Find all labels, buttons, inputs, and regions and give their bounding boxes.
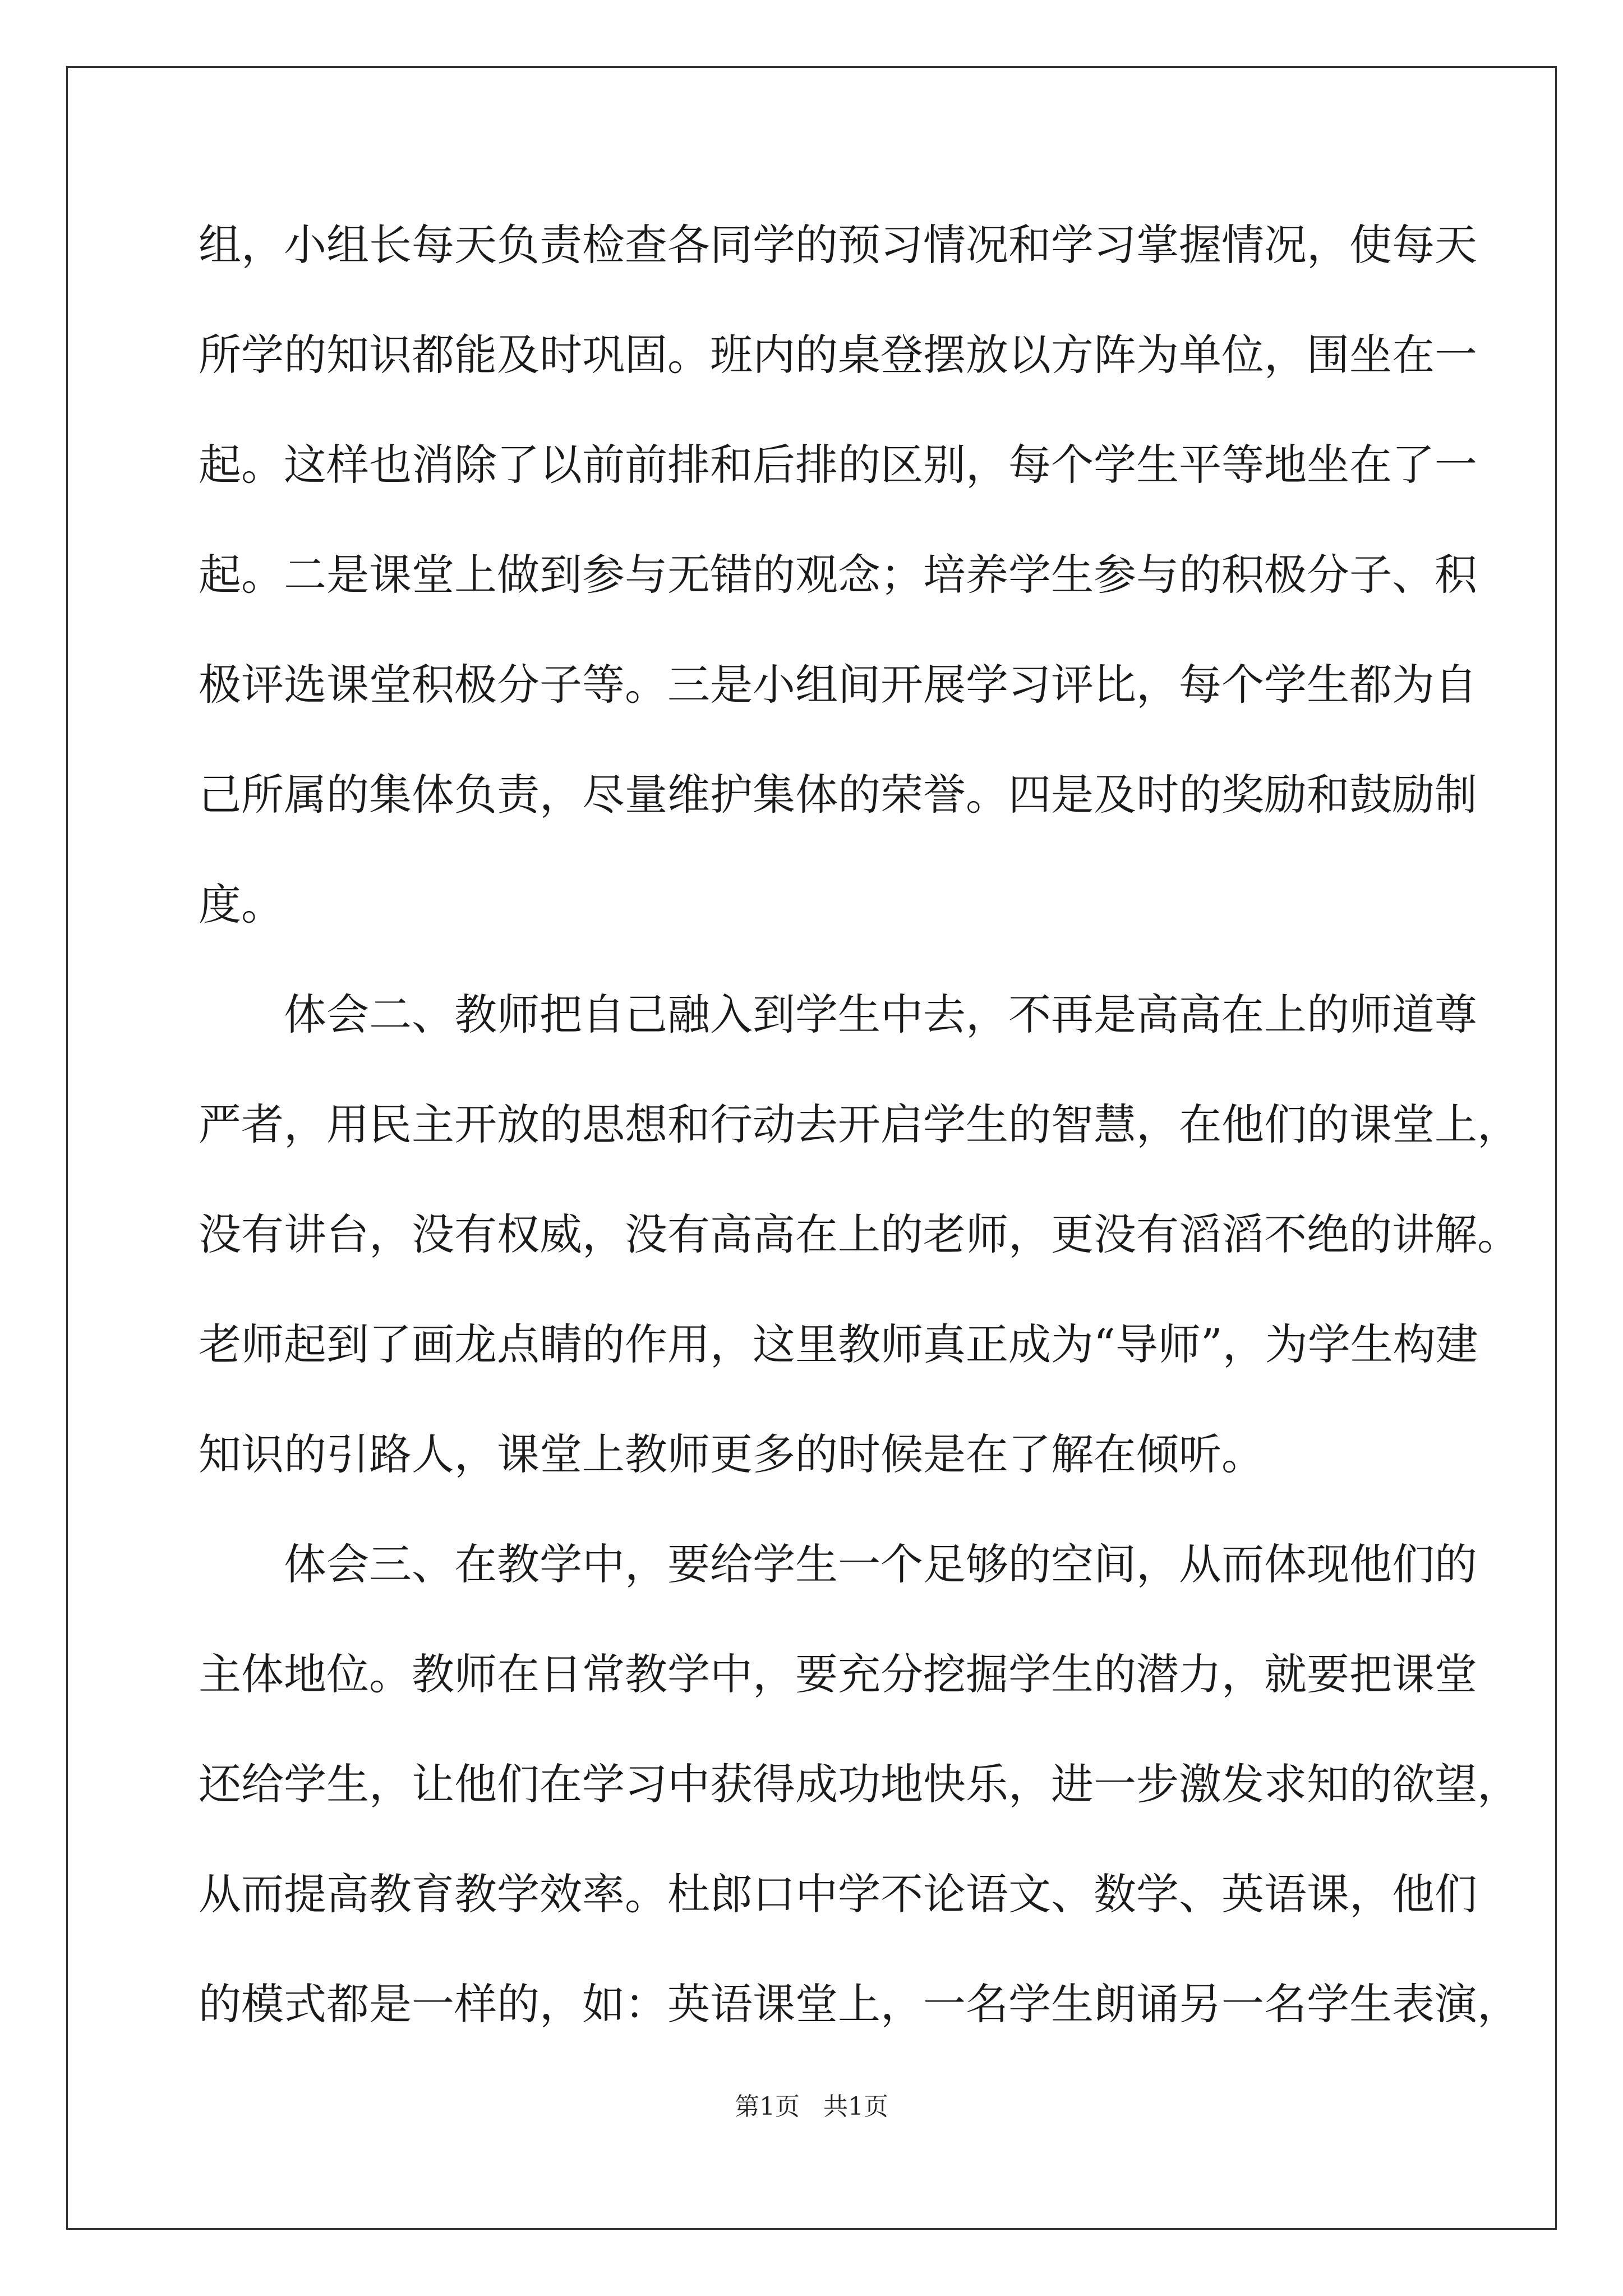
text-line: 度。: [199, 880, 284, 930]
text-line: 主体地位。教师在日常教学中，要充分挖掘学生的潜力，就要把课堂: [199, 1649, 1477, 1699]
page-footer: 第1页 共1页: [735, 2092, 888, 2121]
text-line: 严者，用民主开放的思想和行动去开启学生的智慧，在他们的课堂上，: [199, 1099, 1520, 1149]
text-line: 知识的引路人，课堂上教师更多的时候是在了解在倾听。: [199, 1429, 1264, 1479]
text-line: 老师起到了画龙点睛的作用，这里教师真正成为“导师”，为学生构建: [199, 1319, 1478, 1369]
text-line: 从而提高教育教学效率。杜郎口中学不论语文、数学、英语课，他们: [199, 1869, 1477, 1919]
text-line: 还给学生，让他们在学习中获得成功地快乐，进一步激发求知的欲望，: [199, 1759, 1520, 1809]
text-line: 己所属的集体负责，尽量维护集体的荣誉。四是及时的奖励和鼓励制: [199, 770, 1477, 820]
text-line: 极评选课堂积极分子等。三是小组间开展学习评比，每个学生都为自: [199, 660, 1477, 710]
text-line: 起。二是课堂上做到参与无错的观念；培养学生参与的积极分子、积: [199, 550, 1477, 600]
text-line: 所学的知识都能及时巩固。班内的桌登摆放以方阵为单位，围坐在一: [199, 330, 1477, 380]
paragraph-first-line: 体会二、教师把自己融入到学生中去，不再是高高在上的师道尊: [284, 990, 1477, 1039]
document-body: [199, 203, 1520, 2072]
text-line: 起。这样也消除了以前前排和后排的区别，每个学生平等地坐在了一: [199, 440, 1477, 490]
text-line: 没有讲台，没有权威，没有高高在上的老师，更没有滔滔不绝的讲解。: [199, 1209, 1520, 1259]
text-line: 的模式都是一样的，如：英语课堂上，一名学生朗诵另一名学生表演，: [199, 1979, 1520, 2029]
text-line: 组，小组长每天负责检查各同学的预习情况和学习掌握情况，使每天: [199, 220, 1477, 270]
paragraph-first-line: 体会三、在教学中，要给学生一个足够的空间，从而体现他们的: [284, 1539, 1477, 1589]
